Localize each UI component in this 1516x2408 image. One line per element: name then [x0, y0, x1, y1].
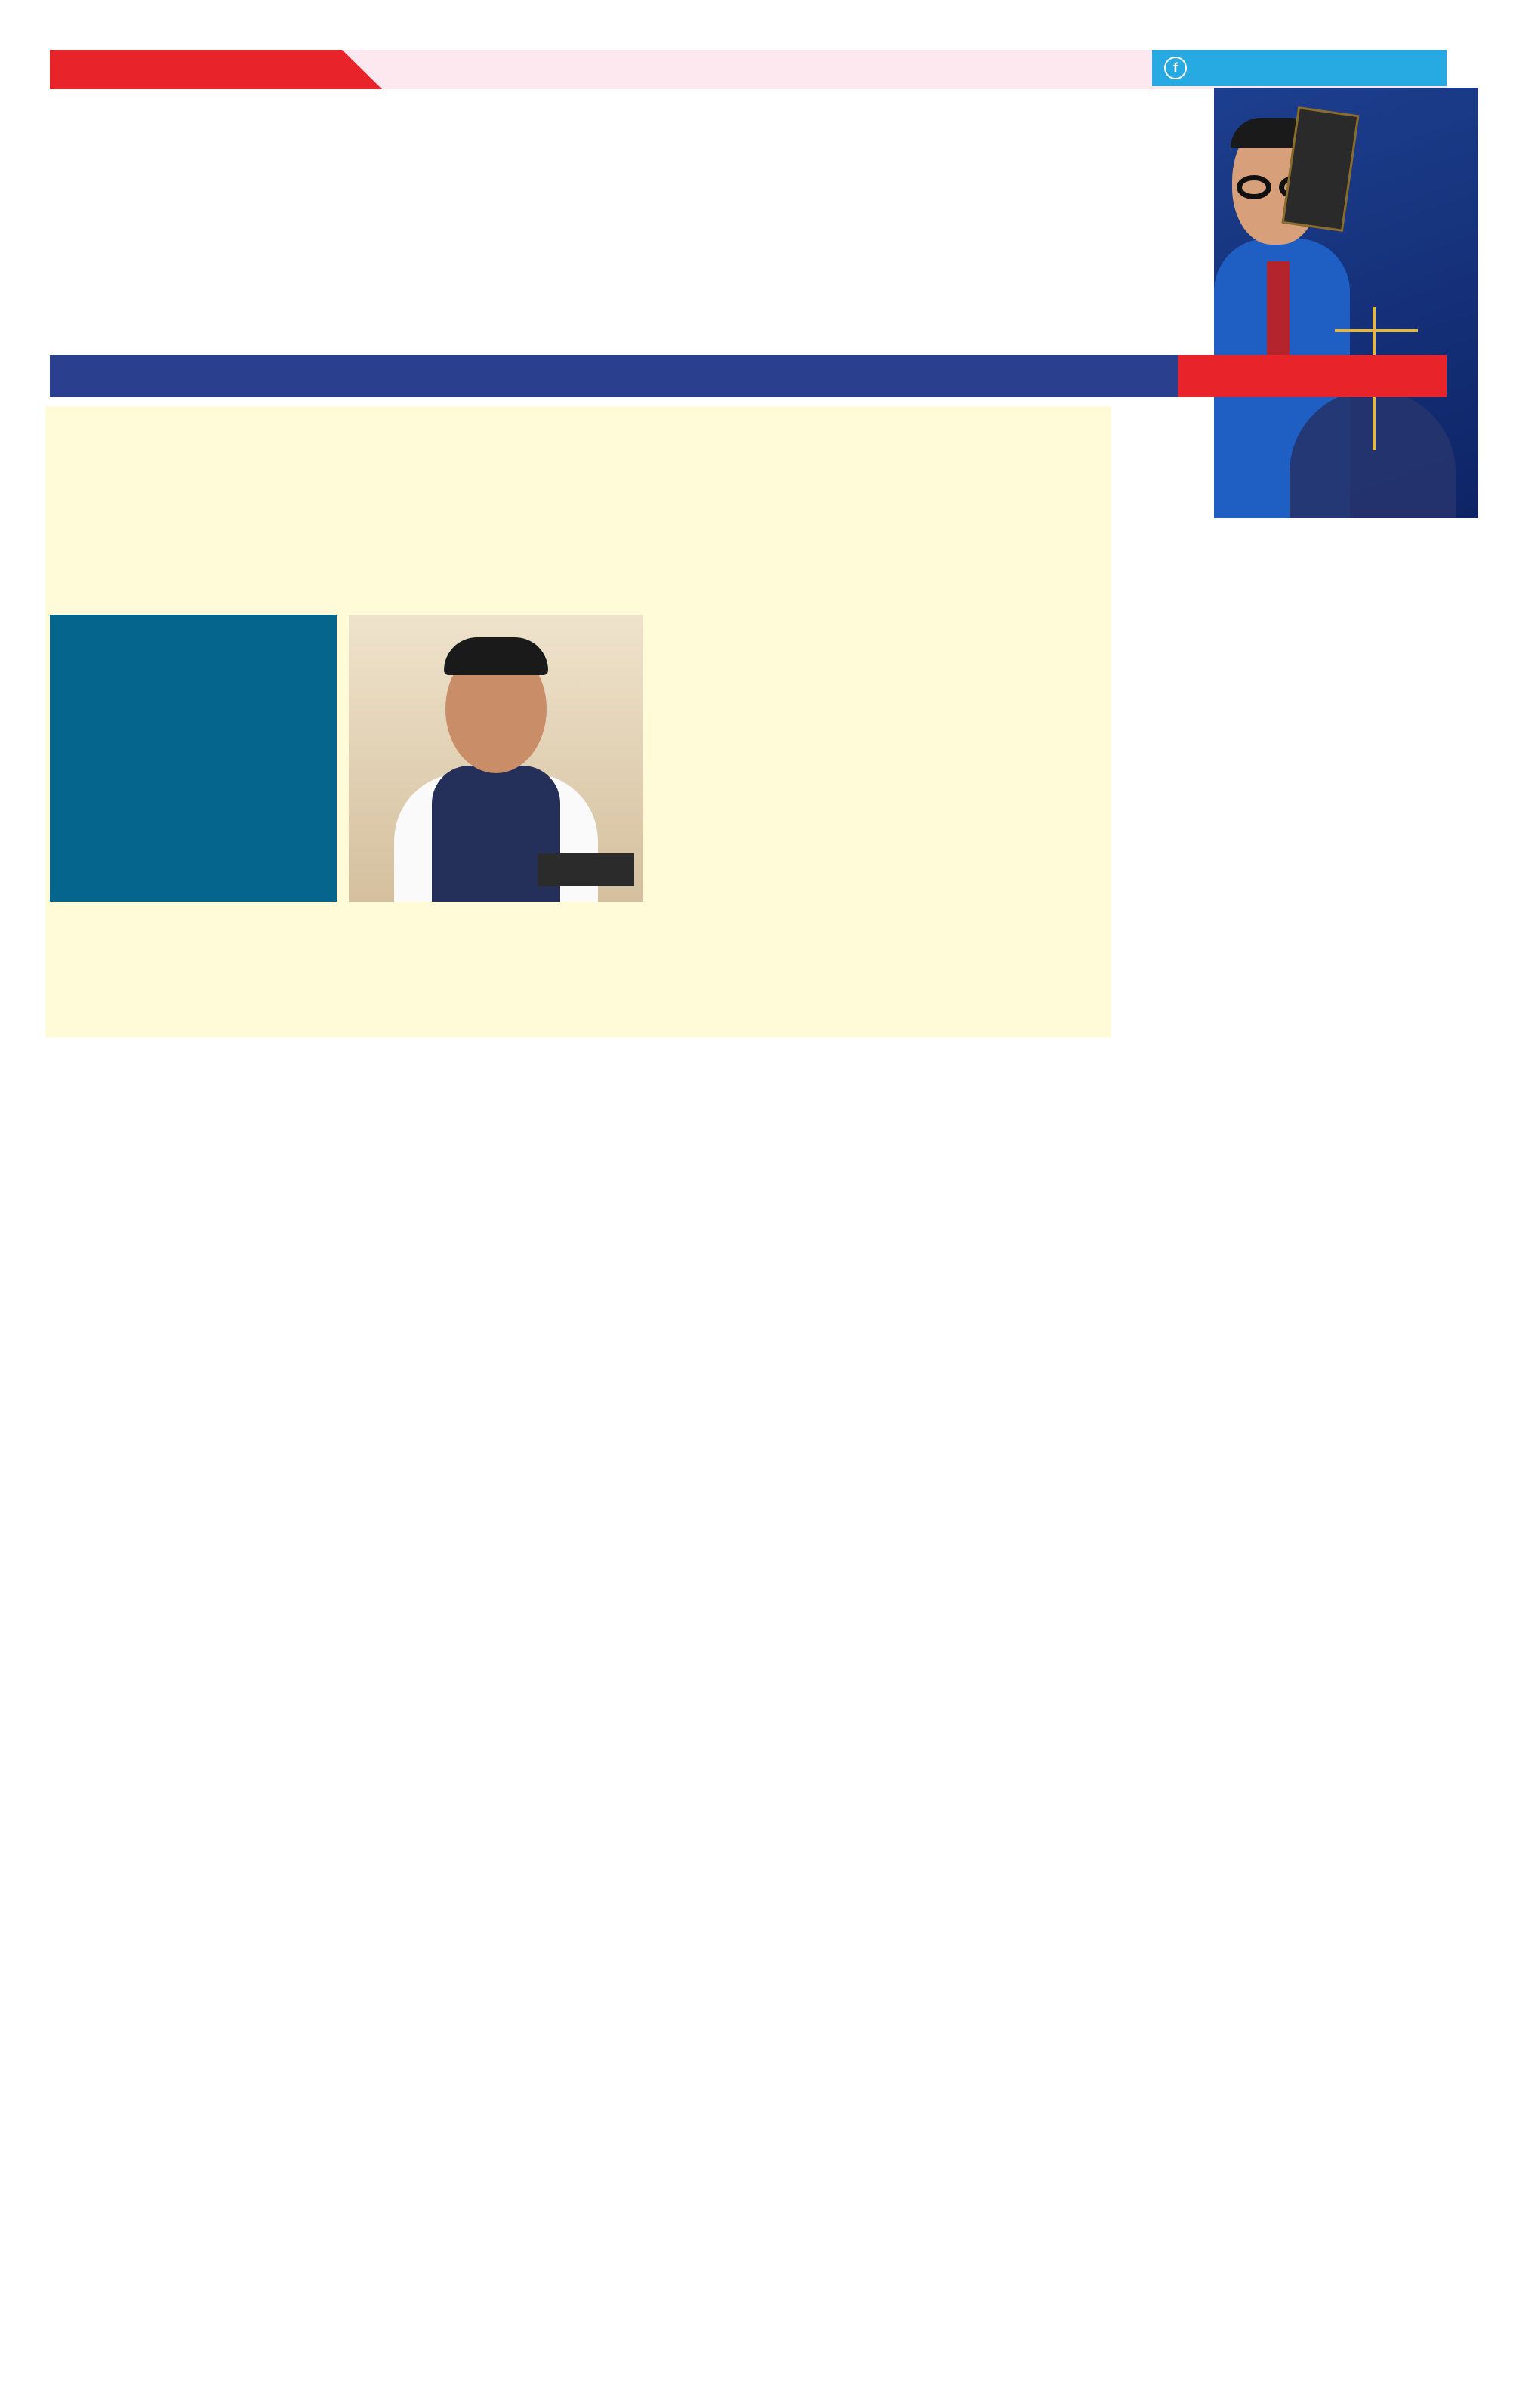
website-link[interactable] — [50, 50, 382, 89]
rni-number — [1178, 355, 1447, 397]
photo-hair — [444, 637, 548, 675]
lead-column-3 — [655, 609, 865, 1036]
scale-beam — [1335, 329, 1418, 332]
lead-column-1 — [50, 903, 337, 1036]
glasses-left-icon — [1237, 175, 1271, 199]
facebook-link[interactable] — [1152, 50, 1447, 86]
chief-minister-photo — [349, 615, 643, 902]
dateline — [50, 909, 80, 926]
lead-column-2 — [349, 903, 645, 1036]
nameplate — [538, 853, 634, 886]
lead-highlight-box — [50, 615, 337, 902]
email-address[interactable] — [755, 50, 1140, 89]
facebook-icon: f — [1164, 57, 1187, 79]
constitution-day-banner — [1214, 88, 1478, 518]
